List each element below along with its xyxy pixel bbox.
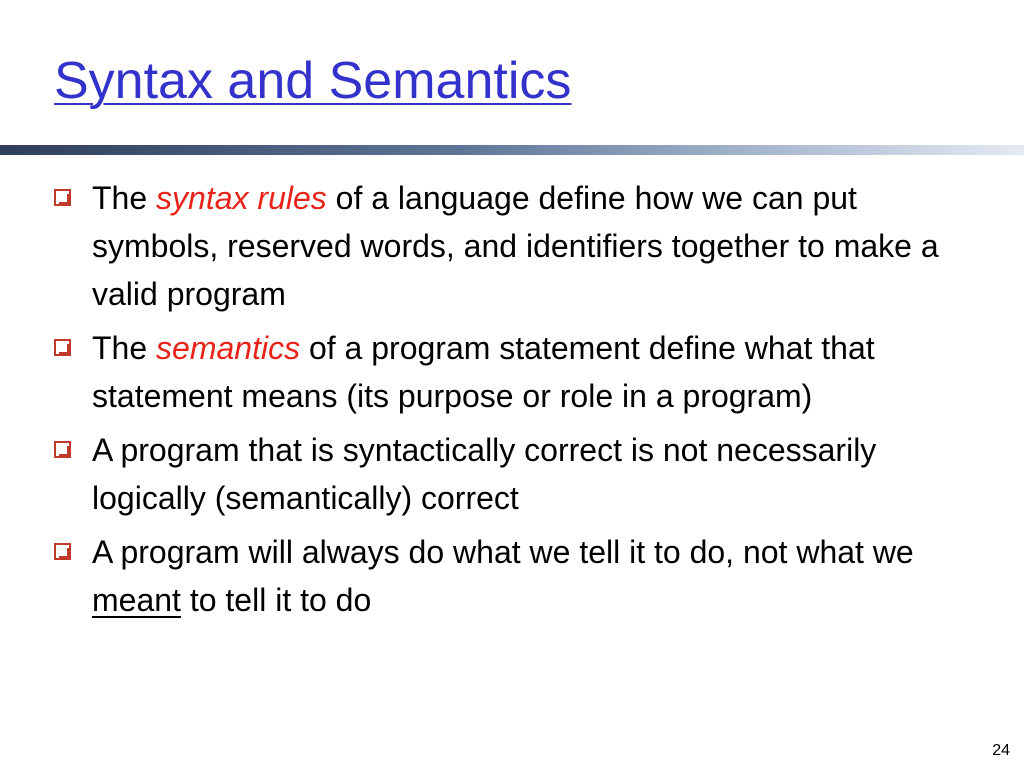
bullet-text: The <box>92 330 157 366</box>
emphasis-text: syntax rules <box>156 180 327 216</box>
square-bullet-icon <box>54 189 71 206</box>
bullet-item-correctness <box>50 426 980 522</box>
square-bullet-icon <box>54 339 71 356</box>
bullet-text: A program will always do what we tell it to do, not what we <box>92 534 914 570</box>
bullet-list <box>50 174 980 630</box>
title-divider <box>0 145 1024 155</box>
bullet-item-semantics <box>50 324 980 420</box>
square-bullet-icon <box>54 441 71 458</box>
page-number: 24 <box>992 742 1010 759</box>
slide-title: Syntax and Semantics <box>54 52 572 110</box>
emphasis-text: semantics <box>156 330 301 366</box>
bullet-text: of a language define how we can put symbols, reserved words, and identifiers together to make a valid program <box>92 180 939 312</box>
bullet-item-syntax <box>50 174 980 318</box>
underlined-text: meant <box>92 582 181 618</box>
square-bullet-icon <box>54 543 71 560</box>
bullet-text: of a program statement define what that statement means (its purpose or role in a program) <box>92 330 875 414</box>
bullet-item-meant <box>50 528 980 624</box>
bullet-text: The <box>92 180 157 216</box>
bullet-text: to tell it to do <box>180 582 372 618</box>
bullet-text: A program that is syntactically correct is not necessarily logically (semantically) correct <box>92 432 877 516</box>
